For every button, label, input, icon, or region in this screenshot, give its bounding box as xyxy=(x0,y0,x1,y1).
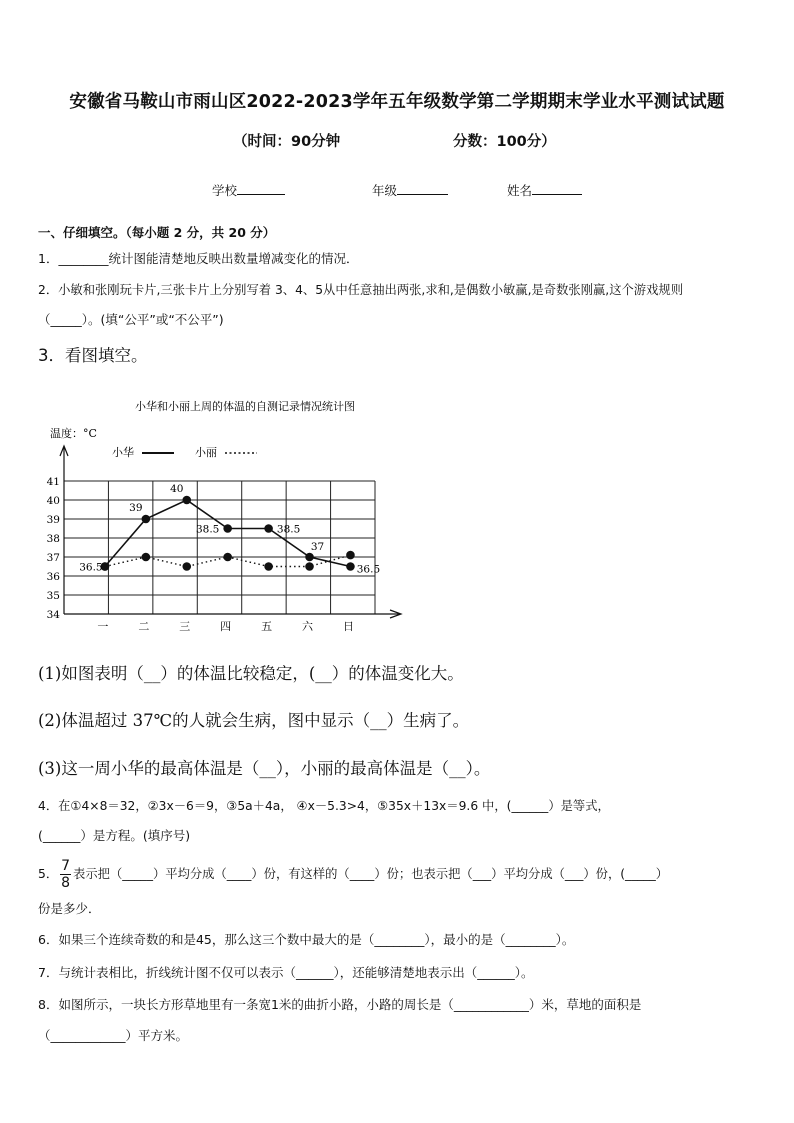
name-blank[interactable] xyxy=(532,182,582,195)
x-tick-label: 六 xyxy=(302,620,314,633)
chart-title: 小华和小丽上周的体温的自测记录情况统计图 xyxy=(135,400,355,413)
question-3-sub1: (1)如图表明（__）的体温比较稳定，(__）的体温变化大。 xyxy=(38,664,464,683)
question-8-line1: 8．如图所示，一块长方形草地里有一条宽1米的曲折小路，小路的周长是（____________）米，草地的面积是 xyxy=(38,997,642,1012)
series-1-point-5 xyxy=(305,562,314,571)
legend-label-0: 小华 xyxy=(112,446,134,459)
question-5-line1 xyxy=(38,856,668,892)
series-0-point-4 xyxy=(264,524,273,533)
question-8-line2: （____________）平方米。 xyxy=(38,1028,189,1043)
question-6: 6．如果三个连续奇数的和是45，那么这三个数中最大的是（________），最小的是（________）。 xyxy=(38,932,575,947)
data-label-0-6: 36.5 xyxy=(356,563,381,576)
series-0-point-3 xyxy=(223,524,232,533)
question-1-number: 1． xyxy=(38,251,59,266)
chart-ylabel: 温度：°C xyxy=(50,427,97,440)
question-5-number: 5． xyxy=(38,867,59,881)
data-label-0-1: 39 xyxy=(129,502,143,514)
y-tick-label: 37 xyxy=(46,552,60,564)
y-tick-label: 34 xyxy=(46,609,60,621)
temperature-line-chart xyxy=(40,392,420,642)
series-0-point-5 xyxy=(305,553,314,562)
question-4-line2: (______）是方程。(填序号) xyxy=(38,828,191,843)
chart-y-ticks xyxy=(47,476,61,621)
question-3-label: 3．看图填空。 xyxy=(38,346,148,365)
question-3-sub3: (3)这一周小华的最高体温是（__），小丽的最高体温是（__）。 xyxy=(38,759,491,778)
school-label: 学校 xyxy=(212,183,238,198)
data-label-0-2: 40 xyxy=(170,483,184,495)
series-0-point-6 xyxy=(346,562,355,571)
series-0-point-1 xyxy=(142,515,151,524)
data-label-0-4: 38.5 xyxy=(276,523,301,536)
chart-axes xyxy=(60,446,401,618)
data-label-0-3: 38.5 xyxy=(195,523,220,536)
series-1-point-4 xyxy=(264,562,273,571)
y-tick-label: 39 xyxy=(46,514,60,526)
question-1-blank[interactable]: ________ xyxy=(58,251,109,266)
school-blank[interactable] xyxy=(237,182,285,195)
chart-grid xyxy=(64,481,375,614)
y-tick-label: 41 xyxy=(46,476,60,488)
data-label-0-5: 37 xyxy=(310,541,325,553)
grade-field xyxy=(372,181,448,199)
x-tick-label: 五 xyxy=(261,620,273,633)
data-label-0-0: 36.5 xyxy=(79,561,103,574)
series-0-point-2 xyxy=(182,496,191,505)
question-2-line1: 2．小敏和张刚玩卡片,三张卡片上分别写着 3、4、5从中任意抽出两张,求和,是偶数小敏赢,是奇数张刚赢,这个游戏规则 xyxy=(38,283,683,297)
name-field xyxy=(507,181,582,199)
grade-blank[interactable] xyxy=(397,182,448,195)
y-tick-label: 36 xyxy=(46,571,60,583)
question-5-text: 表示把（_____）平均分成（____）份，有这样的（____）份；也表示把（___）平均分成（___）份，(_____） xyxy=(73,867,669,881)
x-tick-label: 日 xyxy=(342,620,354,633)
fraction-denominator: 8 xyxy=(61,875,71,891)
school-field xyxy=(212,181,285,199)
question-7: 7．与统计表相比，折线统计图不仅可以表示（______），还能够清楚地表示出（______）。 xyxy=(38,965,534,980)
fraction-seven-eighths xyxy=(60,858,71,891)
question-1 xyxy=(38,249,358,269)
question-4-line1: 4．在①4×8＝32，②3x－6＝9，③5a＋4a， ④x－5.3>4，⑤35x＋13x＝9.6 中，(______）是等式， xyxy=(38,799,610,813)
series-1-point-2 xyxy=(182,562,191,571)
legend-label-1: 小丽 xyxy=(195,446,217,459)
time-label: （时间：90分钟 xyxy=(233,134,341,150)
name-label: 姓名 xyxy=(507,183,533,198)
y-tick-label: 38 xyxy=(46,533,60,545)
chart-x-ticks xyxy=(97,620,354,633)
series-1-point-1 xyxy=(142,553,151,562)
question-2-line2: （_____）。(填“公平”或“不公平”) xyxy=(38,312,224,327)
x-tick-label: 一 xyxy=(97,620,109,633)
x-tick-label: 二 xyxy=(138,620,150,633)
x-tick-label: 四 xyxy=(220,620,232,633)
section-heading: 一、仔细填空。（每小题 2 分，共 20 分） xyxy=(38,225,276,240)
score-label: 分数：100分） xyxy=(453,134,556,150)
grade-label: 年级 xyxy=(372,183,398,198)
chart-legend xyxy=(112,445,257,459)
question-5-line2: 份是多少． xyxy=(38,901,101,916)
x-tick-label: 三 xyxy=(179,620,191,633)
y-tick-label: 35 xyxy=(46,590,60,602)
series-1-point-3 xyxy=(223,553,232,562)
series-1-point-6 xyxy=(346,551,355,560)
question-3-sub2: (2)体温超过 37℃的人就会生病，图中显示（__）生病了。 xyxy=(38,711,470,730)
page-title: 安徽省马鞍山市雨山区2022-2023学年五年级数学第二学期期末学业水平测试试题 xyxy=(69,92,725,112)
question-1-text: 统计图能清楚地反映出数量增减变化的情况． xyxy=(108,251,359,266)
fraction-numerator: 7 xyxy=(61,858,71,874)
y-tick-label: 40 xyxy=(46,495,60,507)
